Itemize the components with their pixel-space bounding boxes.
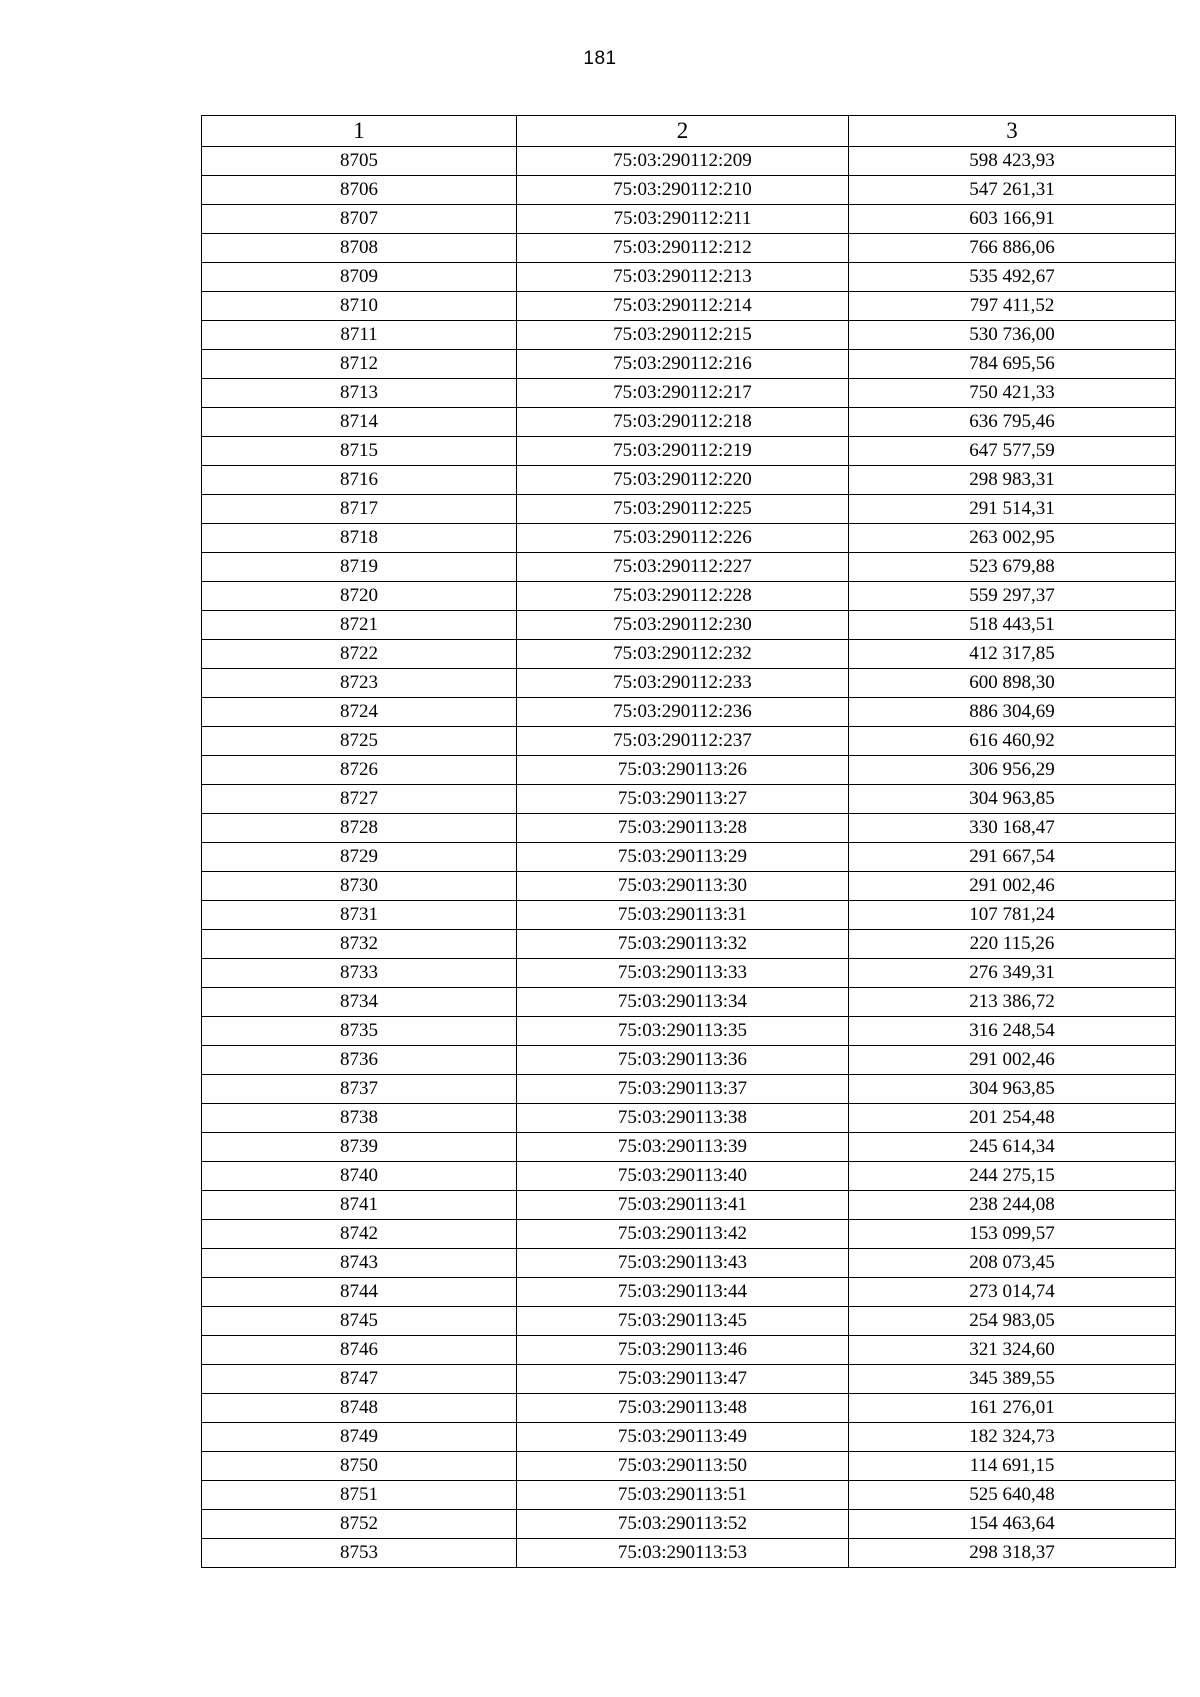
cadastral-number-cell: 75:03:290113:43 [517, 1249, 849, 1278]
cadastral-number-cell: 75:03:290112:214 [517, 292, 849, 321]
cadastral-number-cell: 75:03:290112:220 [517, 466, 849, 495]
cadastral-number-cell: 75:03:290113:34 [517, 988, 849, 1017]
cadastral-number-cell: 75:03:290112:216 [517, 350, 849, 379]
value-cell: 535 492,67 [849, 263, 1176, 292]
table-row [202, 1278, 1176, 1307]
table-row [202, 1220, 1176, 1249]
table-row [202, 466, 1176, 495]
value-cell: 316 248,54 [849, 1017, 1176, 1046]
table-row [202, 872, 1176, 901]
cadastral-number-cell: 75:03:290113:46 [517, 1336, 849, 1365]
cadastral-number-cell: 75:03:290113:28 [517, 814, 849, 843]
value-cell: 559 297,37 [849, 582, 1176, 611]
row-number-cell: 8708 [202, 234, 517, 263]
value-cell: 616 460,92 [849, 727, 1176, 756]
row-number-cell: 8737 [202, 1075, 517, 1104]
cadastral-number-cell: 75:03:290113:50 [517, 1452, 849, 1481]
row-number-cell: 8736 [202, 1046, 517, 1075]
value-cell: 276 349,31 [849, 959, 1176, 988]
row-number-cell: 8744 [202, 1278, 517, 1307]
row-number-cell: 8718 [202, 524, 517, 553]
table-row [202, 205, 1176, 234]
table-row [202, 495, 1176, 524]
value-cell: 306 956,29 [849, 756, 1176, 785]
cadastral-number-cell: 75:03:290112:213 [517, 263, 849, 292]
value-cell: 304 963,85 [849, 785, 1176, 814]
table-row [202, 843, 1176, 872]
cadastral-number-cell: 75:03:290112:228 [517, 582, 849, 611]
row-number-cell: 8732 [202, 930, 517, 959]
cadastral-number-cell: 75:03:290113:39 [517, 1133, 849, 1162]
row-number-cell: 8722 [202, 640, 517, 669]
table-row [202, 756, 1176, 785]
row-number-cell: 8721 [202, 611, 517, 640]
row-number-cell: 8753 [202, 1539, 517, 1568]
row-number-cell: 8706 [202, 176, 517, 205]
cadastral-number-cell: 75:03:290112:209 [517, 147, 849, 176]
table-row [202, 727, 1176, 756]
row-number-cell: 8731 [202, 901, 517, 930]
table-row [202, 1046, 1176, 1075]
value-cell: 291 002,46 [849, 1046, 1176, 1075]
row-number-cell: 8749 [202, 1423, 517, 1452]
table-row [202, 930, 1176, 959]
cadastral-number-cell: 75:03:290113:51 [517, 1481, 849, 1510]
value-cell: 291 667,54 [849, 843, 1176, 872]
row-number-cell: 8742 [202, 1220, 517, 1249]
value-cell: 263 002,95 [849, 524, 1176, 553]
table-row [202, 814, 1176, 843]
data-table [201, 115, 1176, 1568]
value-cell: 273 014,74 [849, 1278, 1176, 1307]
row-number-cell: 8741 [202, 1191, 517, 1220]
value-cell: 244 275,15 [849, 1162, 1176, 1191]
value-cell: 107 781,24 [849, 901, 1176, 930]
table-row [202, 1104, 1176, 1133]
cadastral-number-cell: 75:03:290113:47 [517, 1365, 849, 1394]
row-number-cell: 8733 [202, 959, 517, 988]
cadastral-number-cell: 75:03:290113:30 [517, 872, 849, 901]
cadastral-number-cell: 75:03:290112:225 [517, 495, 849, 524]
table-row [202, 640, 1176, 669]
cadastral-number-cell: 75:03:290112:219 [517, 437, 849, 466]
value-cell: 304 963,85 [849, 1075, 1176, 1104]
row-number-cell: 8724 [202, 698, 517, 727]
value-cell: 238 244,08 [849, 1191, 1176, 1220]
value-cell: 291 002,46 [849, 872, 1176, 901]
table-row [202, 959, 1176, 988]
row-number-cell: 8725 [202, 727, 517, 756]
table-row [202, 176, 1176, 205]
value-cell: 784 695,56 [849, 350, 1176, 379]
table-row [202, 234, 1176, 263]
value-cell: 412 317,85 [849, 640, 1176, 669]
table-row [202, 1481, 1176, 1510]
table-row [202, 553, 1176, 582]
cadastral-number-cell: 75:03:290113:42 [517, 1220, 849, 1249]
cadastral-number-cell: 75:03:290112:227 [517, 553, 849, 582]
table-row [202, 263, 1176, 292]
value-cell: 321 324,60 [849, 1336, 1176, 1365]
cadastral-number-cell: 75:03:290113:49 [517, 1423, 849, 1452]
row-number-cell: 8739 [202, 1133, 517, 1162]
table-row [202, 1307, 1176, 1336]
table-row [202, 1394, 1176, 1423]
row-number-cell: 8723 [202, 669, 517, 698]
page-number: 181 [583, 48, 617, 69]
row-number-cell: 8746 [202, 1336, 517, 1365]
value-cell: 598 423,93 [849, 147, 1176, 176]
value-cell: 213 386,72 [849, 988, 1176, 1017]
table-row [202, 1423, 1176, 1452]
table-body [202, 147, 1176, 1568]
row-number-cell: 8710 [202, 292, 517, 321]
table-row [202, 785, 1176, 814]
value-cell: 153 099,57 [849, 1220, 1176, 1249]
table-row [202, 321, 1176, 350]
row-number-cell: 8735 [202, 1017, 517, 1046]
row-number-cell: 8752 [202, 1510, 517, 1539]
table-row [202, 1017, 1176, 1046]
row-number-cell: 8713 [202, 379, 517, 408]
row-number-cell: 8720 [202, 582, 517, 611]
cadastral-number-cell: 75:03:290112:210 [517, 176, 849, 205]
cadastral-number-cell: 75:03:290113:45 [517, 1307, 849, 1336]
cadastral-number-cell: 75:03:290113:48 [517, 1394, 849, 1423]
row-number-cell: 8728 [202, 814, 517, 843]
cadastral-number-cell: 75:03:290112:217 [517, 379, 849, 408]
table-row [202, 698, 1176, 727]
table-row [202, 988, 1176, 1017]
value-cell: 245 614,34 [849, 1133, 1176, 1162]
value-cell: 636 795,46 [849, 408, 1176, 437]
row-number-cell: 8743 [202, 1249, 517, 1278]
table-row [202, 379, 1176, 408]
value-cell: 647 577,59 [849, 437, 1176, 466]
table-row [202, 611, 1176, 640]
table-row [202, 669, 1176, 698]
value-cell: 182 324,73 [849, 1423, 1176, 1452]
cadastral-number-cell: 75:03:290113:52 [517, 1510, 849, 1539]
table-row [202, 582, 1176, 611]
cadastral-number-cell: 75:03:290113:31 [517, 901, 849, 930]
cadastral-number-cell: 75:03:290113:33 [517, 959, 849, 988]
cadastral-number-cell: 75:03:290113:38 [517, 1104, 849, 1133]
value-cell: 603 166,91 [849, 205, 1176, 234]
row-number-cell: 8748 [202, 1394, 517, 1423]
cadastral-number-cell: 75:03:290113:27 [517, 785, 849, 814]
value-cell: 291 514,31 [849, 495, 1176, 524]
cadastral-number-cell: 75:03:290112:215 [517, 321, 849, 350]
cadastral-number-cell: 75:03:290112:226 [517, 524, 849, 553]
row-number-cell: 8740 [202, 1162, 517, 1191]
row-number-cell: 8727 [202, 785, 517, 814]
value-cell: 254 983,05 [849, 1307, 1176, 1336]
value-cell: 161 276,01 [849, 1394, 1176, 1423]
table-row [202, 1075, 1176, 1104]
table-row [202, 1191, 1176, 1220]
table-row [202, 350, 1176, 379]
row-number-cell: 8717 [202, 495, 517, 524]
value-cell: 154 463,64 [849, 1510, 1176, 1539]
cadastral-number-cell: 75:03:290113:44 [517, 1278, 849, 1307]
row-number-cell: 8745 [202, 1307, 517, 1336]
cadastral-number-cell: 75:03:290113:53 [517, 1539, 849, 1568]
row-number-cell: 8709 [202, 263, 517, 292]
table-row [202, 1365, 1176, 1394]
table-row [202, 1133, 1176, 1162]
cadastral-number-cell: 75:03:290112:218 [517, 408, 849, 437]
cadastral-number-cell: 75:03:290113:40 [517, 1162, 849, 1191]
table-row [202, 1249, 1176, 1278]
value-cell: 797 411,52 [849, 292, 1176, 321]
row-number-cell: 8714 [202, 408, 517, 437]
value-cell: 201 254,48 [849, 1104, 1176, 1133]
row-number-cell: 8715 [202, 437, 517, 466]
value-cell: 547 261,31 [849, 176, 1176, 205]
value-cell: 766 886,06 [849, 234, 1176, 263]
cadastral-number-cell: 75:03:290113:35 [517, 1017, 849, 1046]
value-cell: 345 389,55 [849, 1365, 1176, 1394]
cadastral-number-cell: 75:03:290112:233 [517, 669, 849, 698]
row-number-cell: 8716 [202, 466, 517, 495]
cadastral-number-cell: 75:03:290112:230 [517, 611, 849, 640]
table-row [202, 1452, 1176, 1481]
value-cell: 530 736,00 [849, 321, 1176, 350]
cadastral-number-cell: 75:03:290113:29 [517, 843, 849, 872]
table-row [202, 1539, 1176, 1568]
row-number-cell: 8719 [202, 553, 517, 582]
row-number-cell: 8734 [202, 988, 517, 1017]
table-row [202, 901, 1176, 930]
row-number-cell: 8750 [202, 1452, 517, 1481]
table-row [202, 292, 1176, 321]
column-header-2: 2 [517, 116, 849, 147]
cadastral-number-cell: 75:03:290112:236 [517, 698, 849, 727]
value-cell: 220 115,26 [849, 930, 1176, 959]
row-number-cell: 8711 [202, 321, 517, 350]
cadastral-number-cell: 75:03:290113:36 [517, 1046, 849, 1075]
value-cell: 298 983,31 [849, 466, 1176, 495]
row-number-cell: 8729 [202, 843, 517, 872]
value-cell: 600 898,30 [849, 669, 1176, 698]
row-number-cell: 8730 [202, 872, 517, 901]
row-number-cell: 8747 [202, 1365, 517, 1394]
table-header [202, 116, 1176, 147]
column-header-1: 1 [202, 116, 517, 147]
table-row [202, 1162, 1176, 1191]
cadastral-number-cell: 75:03:290112:232 [517, 640, 849, 669]
row-number-cell: 8738 [202, 1104, 517, 1133]
value-cell: 525 640,48 [849, 1481, 1176, 1510]
row-number-cell: 8705 [202, 147, 517, 176]
cadastral-number-cell: 75:03:290113:26 [517, 756, 849, 785]
value-cell: 886 304,69 [849, 698, 1176, 727]
cadastral-number-cell: 75:03:290112:212 [517, 234, 849, 263]
column-header-3: 3 [849, 116, 1176, 147]
value-cell: 330 168,47 [849, 814, 1176, 843]
cadastral-number-cell: 75:03:290113:37 [517, 1075, 849, 1104]
cadastral-number-cell: 75:03:290112:237 [517, 727, 849, 756]
table-row [202, 524, 1176, 553]
value-cell: 518 443,51 [849, 611, 1176, 640]
row-number-cell: 8707 [202, 205, 517, 234]
header-row [202, 116, 1176, 147]
value-cell: 298 318,37 [849, 1539, 1176, 1568]
table-row [202, 408, 1176, 437]
cadastral-number-cell: 75:03:290113:41 [517, 1191, 849, 1220]
table-row [202, 147, 1176, 176]
value-cell: 114 691,15 [849, 1452, 1176, 1481]
row-number-cell: 8726 [202, 756, 517, 785]
value-cell: 208 073,45 [849, 1249, 1176, 1278]
row-number-cell: 8712 [202, 350, 517, 379]
table-row [202, 437, 1176, 466]
row-number-cell: 8751 [202, 1481, 517, 1510]
table-row [202, 1336, 1176, 1365]
cadastral-number-cell: 75:03:290112:211 [517, 205, 849, 234]
table-row [202, 1510, 1176, 1539]
value-cell: 523 679,88 [849, 553, 1176, 582]
cadastral-number-cell: 75:03:290113:32 [517, 930, 849, 959]
value-cell: 750 421,33 [849, 379, 1176, 408]
